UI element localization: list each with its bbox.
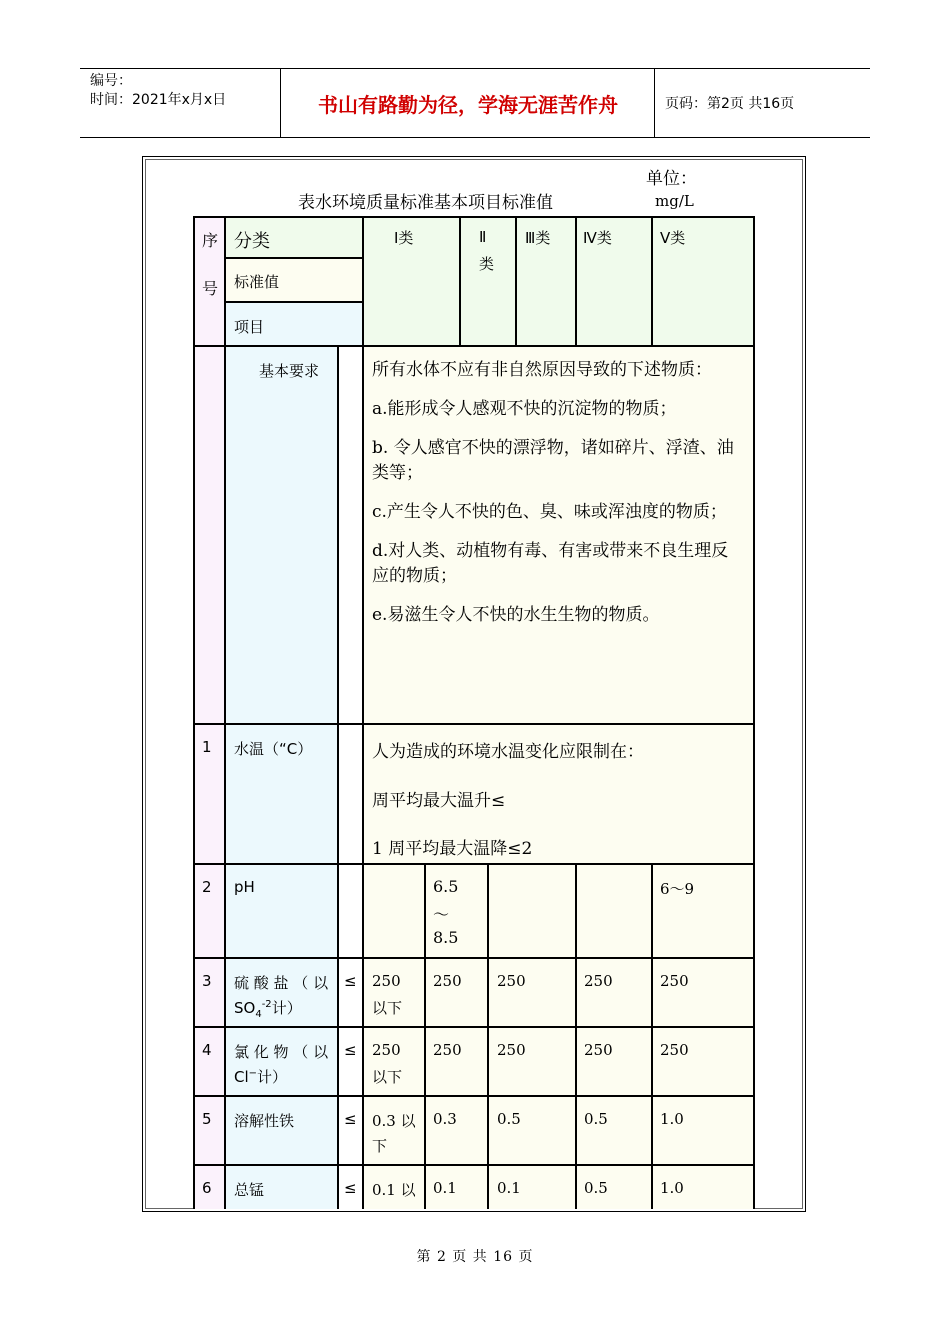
row6-no: 6: [202, 1179, 212, 1197]
row6-item: 总锰: [234, 1181, 265, 1199]
row4-no: 4: [202, 1041, 212, 1059]
row6-v3: 0.1: [497, 1179, 521, 1197]
row5-v4-cell: [575, 1095, 653, 1166]
row5-no: 5: [202, 1110, 212, 1128]
row5-v2-cell: [424, 1095, 489, 1166]
basic-requirement-text: [372, 358, 742, 642]
row5-item: 溶解性铁: [234, 1112, 295, 1130]
row5-no-cell: [193, 1095, 226, 1166]
row3-v2-cell: [424, 957, 489, 1028]
row2-v3-cell: [487, 863, 577, 959]
requirement-line: a.能形成令人感观不快的沉淀物的物质；: [372, 399, 677, 419]
row3-item-sub: 4: [255, 1009, 262, 1020]
row3-v3-cell: [487, 957, 577, 1028]
requirement-line: 所有水体不应有非自然原因导致的下述物质：: [372, 360, 712, 380]
page-footer: 第 2 页 共 16 页: [416, 1249, 534, 1265]
row2-v2-c: 8.5: [433, 928, 459, 947]
row6-v1-a: 0.1 以: [372, 1181, 416, 1199]
row4-item-a: 氯 化 物 （ 以: [234, 1043, 329, 1061]
row1-no: 1: [202, 738, 212, 756]
row2-v5: 6～9: [660, 880, 695, 898]
basic-seq-cell: [193, 345, 226, 725]
row3-v5: 250: [660, 972, 689, 990]
row5-v1-a: 0.3 以: [372, 1112, 416, 1130]
header-class2-b: 类: [479, 255, 495, 273]
row2-v4-cell: [575, 863, 653, 959]
row4-v3: 250: [497, 1041, 526, 1059]
row3-no: 3: [202, 972, 212, 990]
row3-v1-b: 以下: [372, 999, 403, 1017]
time-label: 时间：2021年x月x日: [90, 92, 227, 108]
row3-item-a: 硫 酸 盐 （ 以: [234, 974, 329, 992]
row2-v2-b: ～: [433, 905, 450, 924]
basic-sym-cell: [337, 345, 364, 725]
header-class3: Ⅲ类: [525, 229, 551, 247]
row5-sym: ≤: [344, 1110, 357, 1128]
row4-v3-cell: [487, 1026, 577, 1097]
basic-label-cell: [224, 345, 339, 725]
header-class1: Ⅰ类: [394, 229, 414, 247]
row4-v2-cell: [424, 1026, 489, 1097]
row3-item-sup: -2: [261, 999, 272, 1010]
row1-line: 周平均最大温升≤: [372, 791, 506, 811]
row6-v4: 0.5: [584, 1179, 608, 1197]
table-title: 表水环境质量标准基本项目标准值: [298, 193, 553, 213]
row1-sym-cell: [337, 723, 364, 865]
row5-v1-b: 下: [372, 1137, 388, 1155]
row4-sym: ≤: [344, 1041, 357, 1059]
requirement-line: b. 令人感官不快的漂浮物，诸如碎片、浮渣、油类等；: [372, 438, 734, 483]
row3-v3: 250: [497, 972, 526, 990]
row4-item-formula: Cl: [234, 1068, 249, 1086]
page-header: [80, 68, 870, 138]
row3-item-formula: SO: [234, 999, 256, 1017]
header-item: 项目: [234, 318, 265, 336]
row2-sym-cell: [337, 863, 364, 959]
row4-v4-cell: [575, 1026, 653, 1097]
header-seq: 序: [202, 231, 219, 250]
row4-v1-b: 以下: [372, 1068, 403, 1086]
header-class4: Ⅳ类: [583, 229, 612, 247]
header-motto: 书山有路勤为径，学海无涯苦作舟: [282, 69, 655, 137]
row3-sym-cell: [337, 957, 364, 1028]
row5-v5-cell: [651, 1095, 755, 1166]
unit-label: 单位：: [646, 169, 697, 189]
row1-line: 人为造成的环境水温变化应限制在：: [372, 742, 644, 762]
row4-item-b: [234, 1066, 287, 1087]
row3-sym: ≤: [344, 972, 357, 990]
header-class2-cell: [459, 216, 517, 347]
header-class2-a: Ⅱ: [479, 228, 487, 246]
row4-no-cell: [193, 1026, 226, 1097]
row4-item-suffix: 计）: [257, 1068, 288, 1086]
header-category: 分类: [234, 231, 270, 252]
row5-sym-cell: [337, 1095, 364, 1166]
row3-item-b: [234, 997, 302, 1020]
unit-value: mg/L: [655, 192, 694, 210]
header-meta: [80, 69, 281, 137]
row4-sym-cell: [337, 1026, 364, 1097]
row3-v4: 250: [584, 972, 613, 990]
row6-v5: 1.0: [660, 1179, 684, 1197]
row2-v2-a: 6.5: [433, 877, 459, 896]
header-class5: Ⅴ类: [660, 229, 686, 247]
row4-v5-cell: [651, 1026, 755, 1097]
code-label: 编号：: [90, 73, 132, 89]
row6-sym: ≤: [344, 1179, 357, 1197]
row1-item: 水温（“C）: [234, 740, 313, 758]
header-page-info: 页码：第2页 共16页: [665, 96, 795, 112]
basic-requirement-label: 基本要求: [259, 362, 320, 380]
requirement-line: d.对人类、动植物有毒、有害或带来不良生理反应的物质；: [372, 541, 729, 586]
requirement-line: e.易滋生令人不快的水生生物的物质。: [372, 605, 660, 625]
row3-v4-cell: [575, 957, 653, 1028]
header-seq-2: 号: [202, 279, 219, 298]
row3-no-cell: [193, 957, 226, 1028]
row5-v5: 1.0: [660, 1110, 684, 1128]
row4-v2: 250: [433, 1041, 462, 1059]
row5-v4: 0.5: [584, 1110, 608, 1128]
row5-v3-cell: [487, 1095, 577, 1166]
header-standard: 标准值: [234, 273, 280, 291]
row3-v2: 250: [433, 972, 462, 990]
row4-item-sup: −: [248, 1068, 258, 1079]
row2-item: pH: [234, 878, 255, 896]
requirement-line: c.产生令人不快的色、臭、味或浑浊度的物质；: [372, 502, 727, 522]
row2-no: 2: [202, 878, 212, 896]
row4-v5: 250: [660, 1041, 689, 1059]
row1-line: 1 周平均最大温降≤2: [372, 839, 533, 859]
row3-v1-a: 250: [372, 972, 401, 990]
row5-v3: 0.5: [497, 1110, 521, 1128]
row3-item-suffix: 计）: [271, 999, 302, 1017]
row6-v2: 0.1: [433, 1179, 457, 1197]
row5-v2: 0.3: [433, 1110, 457, 1128]
row4-v4: 250: [584, 1041, 613, 1059]
row2-v1-cell: [362, 863, 426, 959]
row4-v1-a: 250: [372, 1041, 401, 1059]
row3-v5-cell: [651, 957, 755, 1028]
